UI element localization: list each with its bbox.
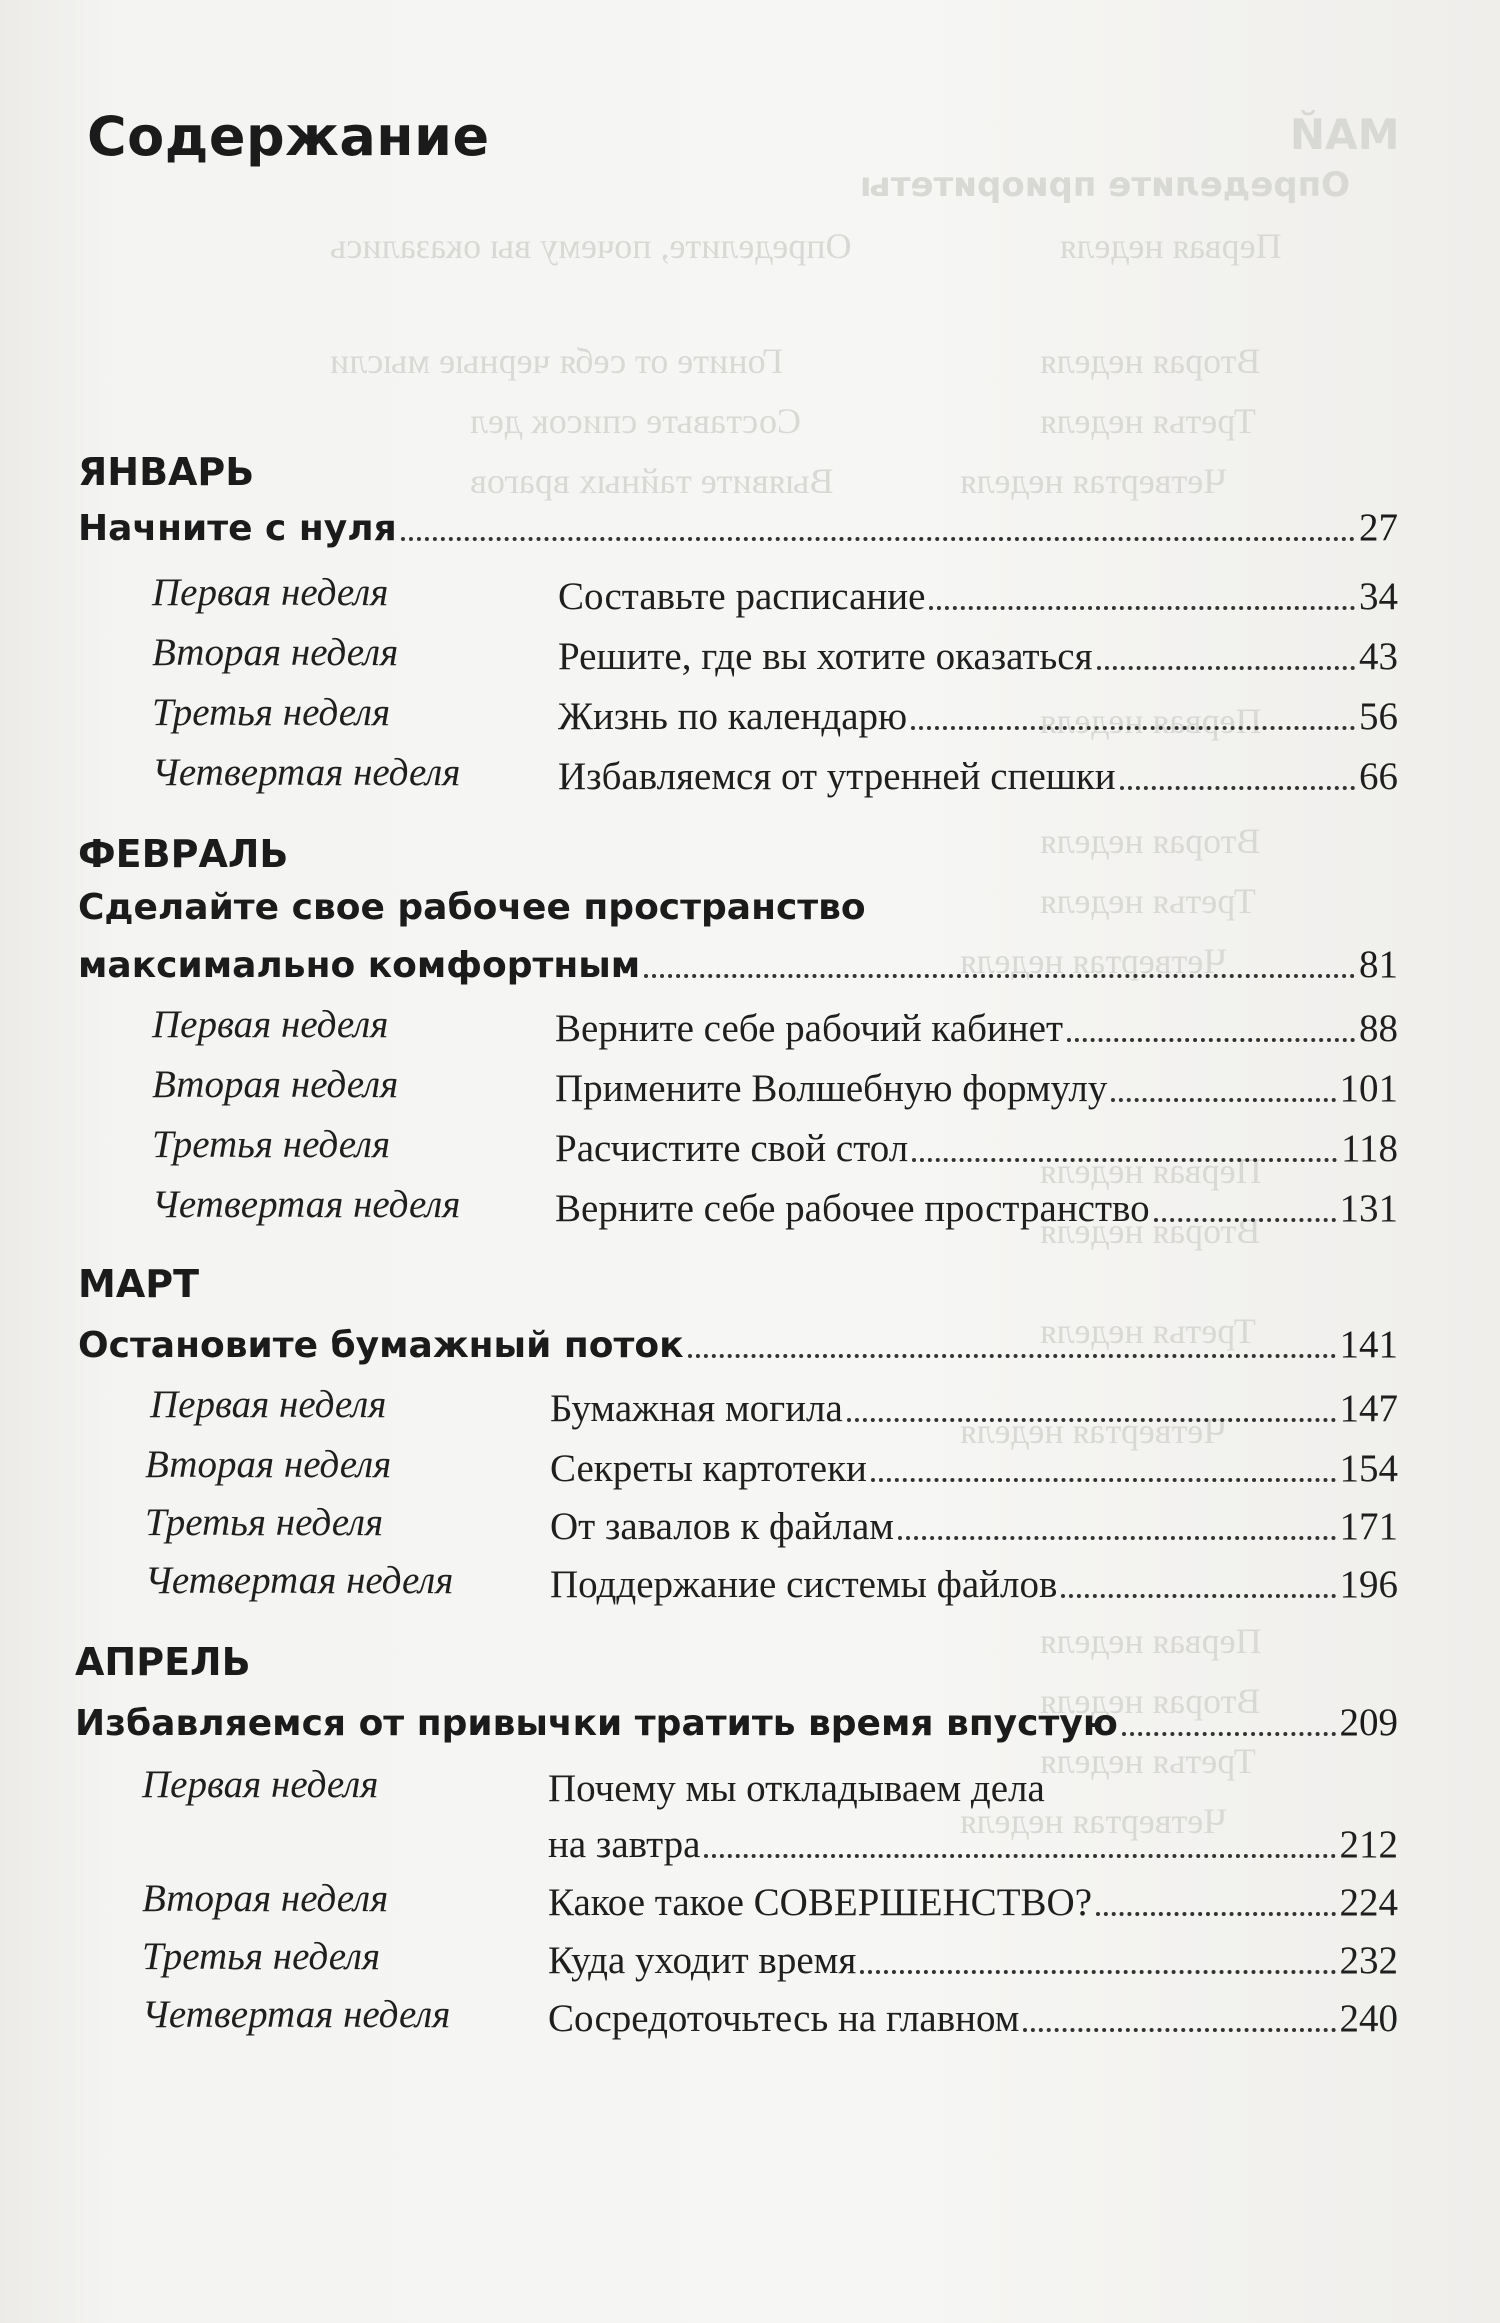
dot-leader [688, 1354, 1336, 1358]
page-number: 209 [1339, 1701, 1398, 1744]
dot-leader [898, 1536, 1336, 1540]
month-heading-february: ФЕВРАЛЬ [78, 832, 289, 876]
chapter-title: Бумажная могила [550, 1387, 843, 1430]
chapter-entry[interactable] [558, 754, 1398, 799]
page-number: 240 [1339, 1997, 1398, 2040]
chapter-title: Избавляемся от утренней спешки [558, 755, 1116, 798]
part-title: Начните с нуля [78, 508, 397, 549]
chapter-entry[interactable] [550, 1562, 1398, 1607]
dot-leader [1023, 2028, 1335, 2032]
show-through-background: МАЙ Определите приоритеты Первая неделя Определите, почему вы оказались Вторая неделя Гоните от себя черные мысли Третья неделя Составьте список дел Четвертая неделя Выявите тайных врагов Первая неделя Вторая неделя Третья неделя Четвертая неделя Первая неделя Вторая неделя Третья неделя Четвертая неделя Первая неделя Вторая неделя Третья неделя Четвертая неделя [330, 110, 1400, 1841]
chapter-title: Верните себе рабочее пространство [555, 1187, 1150, 1230]
part-title: Остановите бумажный поток [78, 1325, 684, 1366]
page-number: 81 [1359, 943, 1398, 986]
week-label: Вторая неделя [152, 631, 399, 674]
chapter-title: Куда уходит время [548, 1939, 857, 1982]
chapter-title: Сосредоточьтесь на главном [548, 1997, 1020, 2040]
chapter-entry[interactable] [548, 1822, 1398, 1867]
page-number: 154 [1339, 1447, 1398, 1490]
chapter-entry[interactable] [558, 634, 1398, 679]
month-heading-january: ЯНВАРЬ [78, 450, 255, 494]
week-label: Третья неделя [145, 1501, 384, 1544]
chapter-title: Примените Волшебную формулу [555, 1067, 1108, 1110]
dot-leader [929, 606, 1355, 610]
chapter-title: Секреты картотеки [550, 1447, 867, 1490]
week-label: Четвертая неделя [142, 1993, 451, 2036]
chapter-entry[interactable] [558, 694, 1398, 739]
dot-leader [1061, 1594, 1335, 1598]
chapter-title: От завалов к файлам [550, 1505, 894, 1548]
dot-leader [644, 974, 1355, 978]
page-number: 34 [1359, 575, 1398, 618]
dot-leader [1096, 1912, 1335, 1916]
dot-leader [912, 1158, 1337, 1162]
chapter-entry[interactable] [550, 1446, 1398, 1491]
chapter-title: Составьте расписание [558, 575, 926, 618]
dot-leader [704, 1854, 1335, 1858]
page-number: 171 [1339, 1505, 1398, 1548]
page-number: 131 [1339, 1187, 1398, 1230]
chapter-entry[interactable] [558, 574, 1398, 619]
chapter-entry[interactable] [548, 1938, 1398, 1983]
part-entry-february[interactable] [78, 942, 1398, 987]
chapter-title: Расчистите свой стол [555, 1127, 909, 1170]
chapter-entry[interactable] [555, 1066, 1398, 1111]
chapter-title: Решите, где вы хотите оказаться [558, 635, 1093, 678]
dot-leader [1067, 1038, 1355, 1042]
week-label: Первая неделя [150, 1383, 387, 1426]
month-heading-march: МАРТ [78, 1262, 199, 1306]
dot-leader [1097, 666, 1355, 670]
week-label: Третья неделя [152, 1123, 391, 1166]
page-number: 147 [1339, 1387, 1398, 1430]
week-label: Первая неделя [142, 1763, 379, 1806]
week-label: Четвертая неделя [152, 1183, 461, 1226]
dot-leader [911, 726, 1355, 730]
chapter-title: на завтра [548, 1823, 701, 1866]
page-title: Содержание [87, 105, 490, 168]
chapter-entry[interactable] [550, 1504, 1398, 1549]
part-title-line1 [78, 887, 1398, 928]
week-label: Четвертая неделя [145, 1559, 454, 1602]
dot-leader [1122, 1732, 1336, 1736]
page-number: 56 [1359, 695, 1398, 738]
week-label: Третья неделя [142, 1935, 381, 1978]
page-number: 141 [1339, 1323, 1398, 1366]
week-label: Третья неделя [152, 691, 391, 734]
part-entry-april[interactable] [75, 1700, 1398, 1745]
page-number: 224 [1339, 1881, 1398, 1924]
page-number: 43 [1359, 635, 1398, 678]
chapter-entry[interactable] [555, 1126, 1398, 1171]
page-number: 66 [1359, 755, 1398, 798]
week-label: Вторая неделя [145, 1443, 392, 1486]
week-label: Первая неделя [152, 571, 389, 614]
page-number: 101 [1339, 1067, 1398, 1110]
month-heading-april: АПРЕЛЬ [75, 1640, 251, 1684]
page-number: 196 [1339, 1563, 1398, 1606]
dot-leader [401, 537, 1355, 541]
part-entry-january[interactable] [78, 505, 1398, 550]
dot-leader [847, 1418, 1336, 1422]
week-label: Первая неделя [152, 1003, 389, 1046]
dot-leader [1154, 1218, 1336, 1222]
dot-leader [1111, 1098, 1335, 1102]
chapter-entry[interactable] [548, 1996, 1398, 2041]
dot-leader [1120, 786, 1355, 790]
week-label: Четвертая неделя [152, 751, 461, 794]
chapter-entry[interactable] [550, 1386, 1398, 1431]
chapter-title: Какое такое СОВЕРШЕНСТВО? [548, 1881, 1093, 1924]
chapter-title: Поддержание системы файлов [550, 1563, 1058, 1606]
part-title: Избавляемся от привычки тратить время впустую [75, 1703, 1118, 1744]
part-entry-march[interactable] [78, 1322, 1398, 1367]
week-label: Вторая неделя [152, 1063, 399, 1106]
dot-leader [871, 1478, 1336, 1482]
part-title: Сделайте свое рабочее пространство [78, 887, 866, 928]
page-number: 88 [1359, 1007, 1398, 1050]
chapter-title-line1: Почему мы откладываем дела [548, 1767, 1045, 1810]
chapter-title: Жизнь по календарю [558, 695, 908, 738]
page-number: 118 [1340, 1127, 1398, 1170]
chapter-entry[interactable] [555, 1186, 1398, 1231]
page-number: 232 [1339, 1939, 1398, 1982]
part-title: максимально комфортным [78, 945, 641, 986]
chapter-entry[interactable] [548, 1880, 1398, 1925]
dot-leader [860, 1970, 1335, 1974]
week-label: Вторая неделя [142, 1877, 389, 1920]
chapter-entry[interactable] [555, 1006, 1398, 1051]
page-number: 212 [1339, 1823, 1398, 1866]
chapter-title: Верните себе рабочий кабинет [555, 1007, 1064, 1050]
page-number: 27 [1359, 506, 1398, 549]
